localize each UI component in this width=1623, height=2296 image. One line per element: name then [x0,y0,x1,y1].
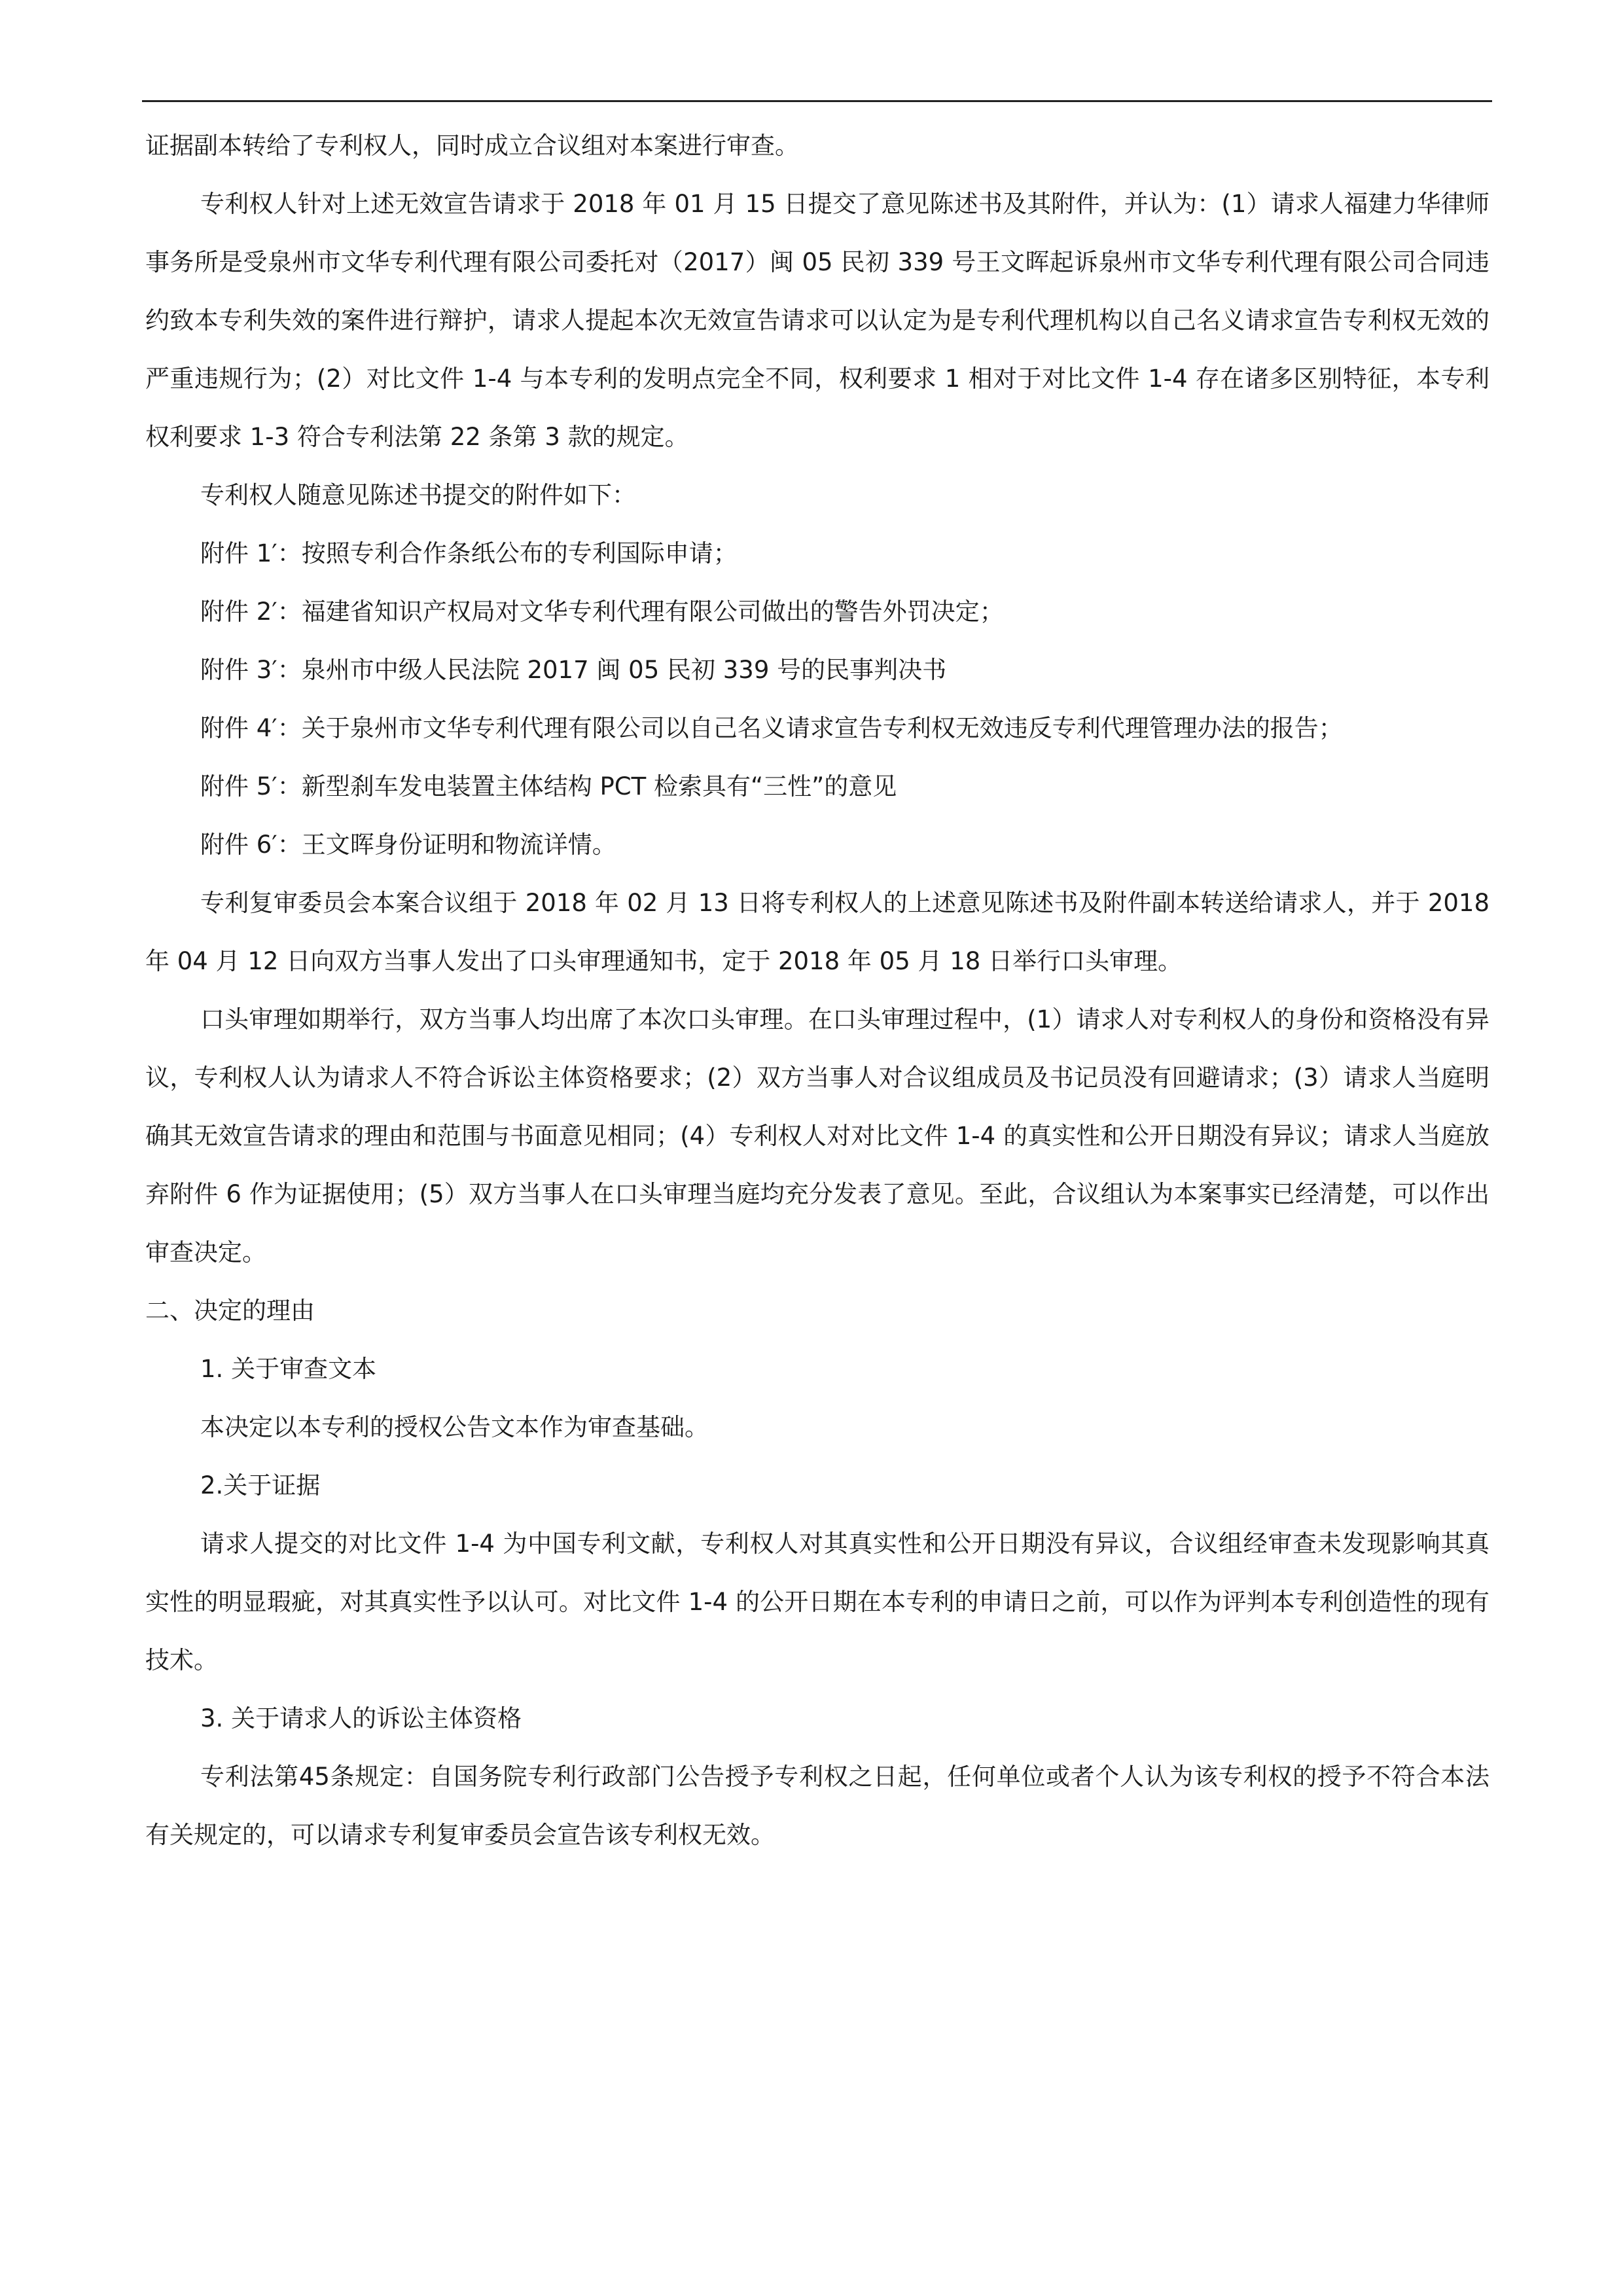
paragraph-evidence: 请求人提交的对比文件 1-4 为中国专利文献，专利权人对其真实性和公开日期没有异议，合议组经审查未发现影响其真实性的明显瑕疵，对其真实性予以认可。对比文件 1-4 的公开日期在本专利的申请日之前，可以作为评判本专利创造性的现有技术。 [145,1530,1489,1674]
attachment-3: 附件 3′：泉州市中级人民法院 2017 闽 05 民初 339 号的民事判决书 [200,656,947,684]
attachment-1: 附件 1′：按照专利合作条纸公布的专利国际申请； [200,539,738,567]
paragraph-evidence-copy: 证据副本转给了专利权人，同时成立合议组对本案进行审查。 [145,132,799,160]
paragraph-patent-law-article-45: 专利法第45条规定：自国务院专利行政部门公告授予专利权之日起，任何单位或者个人认为该专利权的授予不符合本法有关规定的，可以请求专利复审委员会宣告该专利权无效。 [145,1763,1489,1849]
attachment-5: 附件 5′：新型刹车发电装置主体结构 PCT 检索具有“三性”的意见 [200,772,897,800]
paragraph-patentee-opinion: 专利权人针对上述无效宣告请求于 2018 年 01 月 15 日提交了意见陈述书及其附件，并认为：(1）请求人福建力华律师事务所是受泉州市文华专利代理有限公司委托对（2017）闽 05 民初 339 号王文晖起诉泉州市文华专利代理有限公司合同违约致本专利失效的案件进行辩护，请求人提起本次无效宣告请求可以认定为是专利代理机构以自己名义请求宣告专利权无效的严重违规行为；(2）对比文件 1-4 与本专利的发明点完全不同，权利要求 1 相对于对比文件 1-4 存在诸多区别特征，本专利权利要求 1-3 符合专利法第 22 条第 3 款的规定。 [145,190,1489,451]
attachment-2: 附件 2′：福建省知识产权局对文华专利代理有限公司做出的警告外罚决定； [200,598,1004,626]
section-heading-reasons: 二、决定的理由 [145,1297,315,1325]
subheading-litigation-standing: 3. 关于请求人的诉讼主体资格 [200,1704,522,1732]
paragraph-oral-hearing-notice: 专利复审委员会本案合议组于 2018 年 02 月 13 日将专利权人的上述意见陈述书及附件副本转送给请求人，并于 2018 年 04 月 12 日向双方当事人发出了口头审理通知书，定于 2018 年 05 月 18 日举行口头审理。 [145,889,1489,975]
header-rule [142,100,1492,102]
document-body [145,117,1489,1864]
paragraph-oral-hearing: 口头审理如期举行，双方当事人均出席了本次口头审理。在口头审理过程中，(1）请求人对专利权人的身份和资格没有异议，专利权人认为请求人不符合诉讼主体资格要求；(2）双方当事人对合议组成员及书记员没有回避请求；(3）请求人当庭明确其无效宣告请求的理由和范围与书面意见相同；(4）专利权人对对比文件 1-4 的真实性和公开日期没有异议；请求人当庭放弃附件 6 作为证据使用；(5）双方当事人在口头审理当庭均充分发表了意见。至此，合议组认为本案事实已经清楚，可以作出审查决定。 [145,1005,1489,1266]
subheading-examination-text: 1. 关于审查文本 [200,1355,377,1383]
paragraph-examination-basis: 本决定以本专利的授权公告文本作为审查基础。 [200,1413,709,1441]
attachment-4: 附件 4′：关于泉州市文华专利代理有限公司以自己名义请求宣告专利权无效违反专利代理管理办法的报告； [200,714,1343,742]
subheading-evidence: 2.关于证据 [200,1471,321,1499]
attachment-6: 附件 6′：王文晖身份证明和物流详情。 [200,831,616,859]
paragraph-attachments-intro: 专利权人随意见陈述书提交的附件如下： [200,481,636,509]
